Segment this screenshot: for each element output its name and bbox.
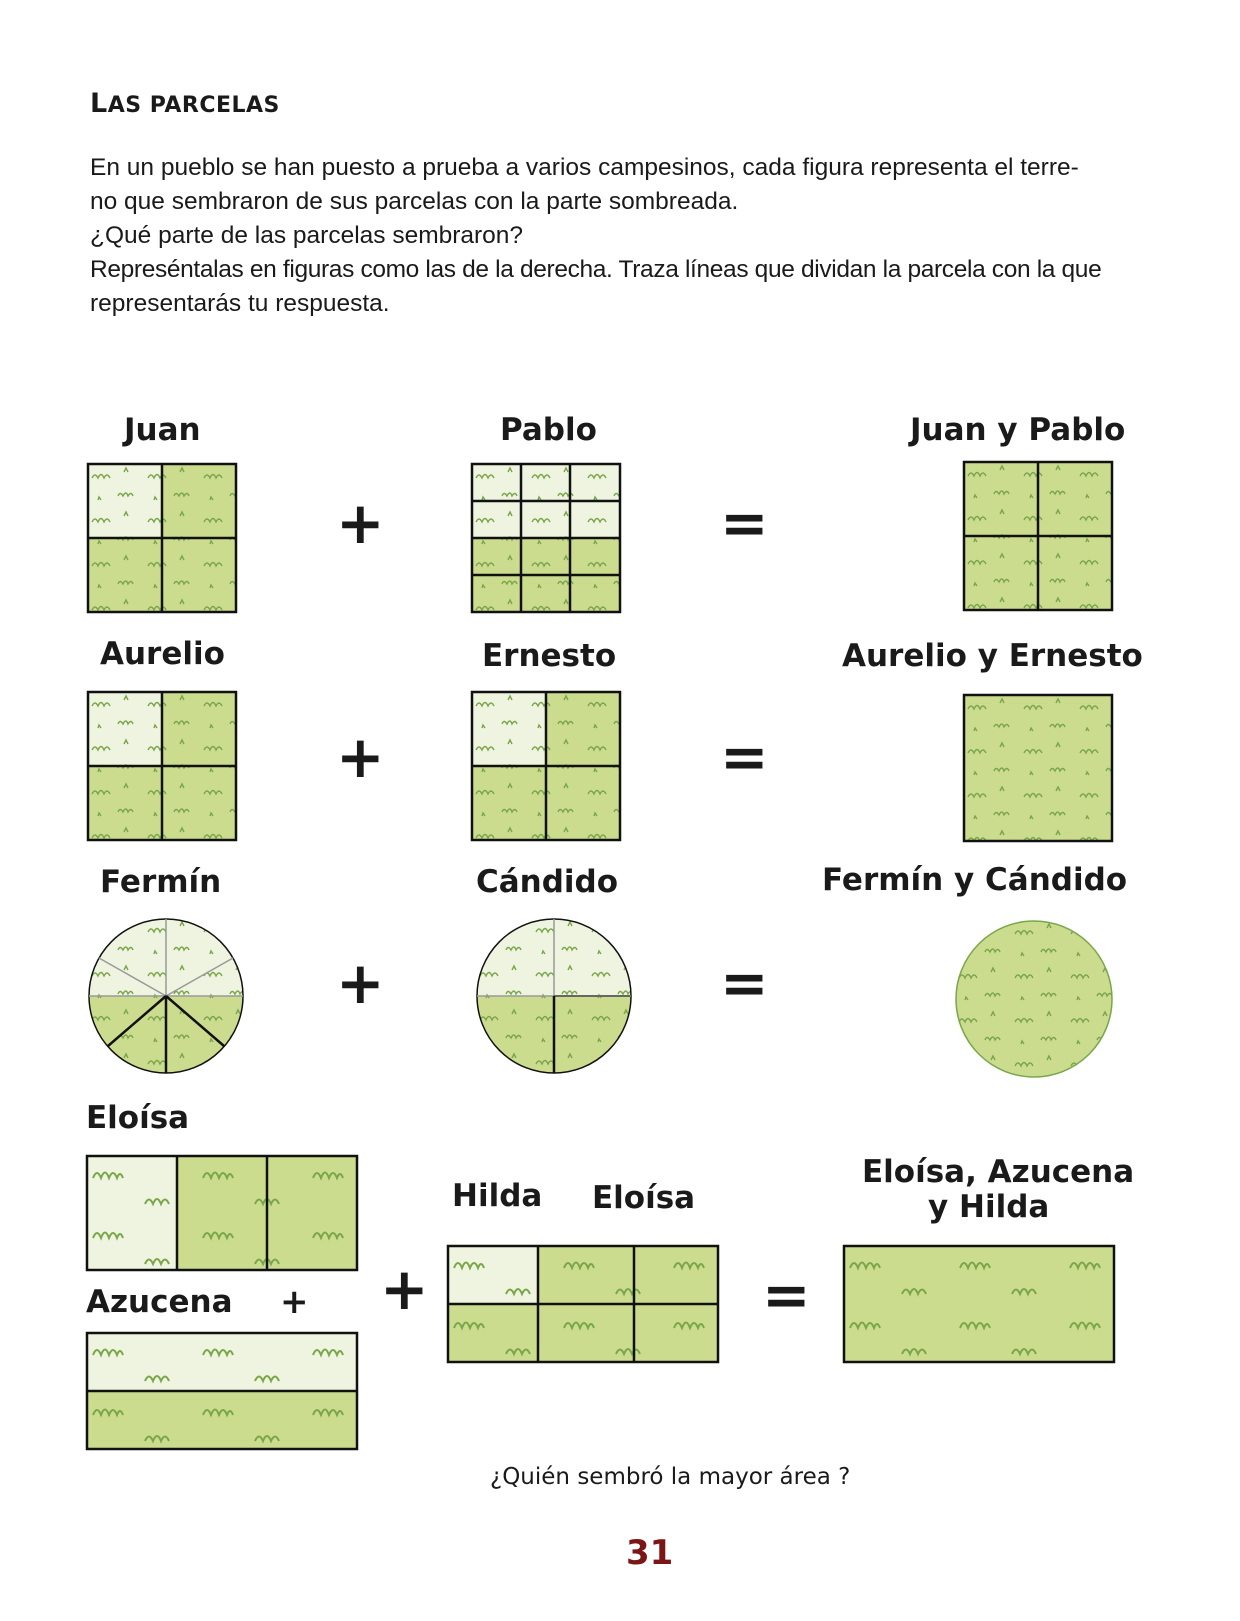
label-hilda: Hilda <box>452 1178 543 1214</box>
juan-y-pablo-plot <box>964 462 1112 610</box>
label-aurelio-y-ernesto: Aurelio y Ernesto <box>842 638 1143 674</box>
label-pablo: Pablo <box>500 412 597 448</box>
page-title: LAS PARCELAS <box>90 88 280 119</box>
plus-sign-3: + <box>336 949 385 1017</box>
page-number: 31 <box>626 1533 674 1573</box>
plus-sign-5: + <box>380 1255 429 1323</box>
candido-plot <box>476 918 632 1074</box>
label-result-line-1: Eloísa, Azucena <box>862 1154 1135 1190</box>
aurelio-plot <box>88 692 236 840</box>
question-text: ¿Quién sembró la mayor área ? <box>490 1464 851 1490</box>
label-juan: Juan <box>124 412 201 448</box>
plus-sign-1: + <box>336 489 385 557</box>
label-candido: Cándido <box>476 864 619 900</box>
title-text: AS PARCELAS <box>107 93 280 118</box>
intro-line-5: representarás tu respuesta. <box>90 290 390 317</box>
plus-sign-4: + <box>280 1282 309 1322</box>
fermin-plot <box>88 918 244 1074</box>
label-aurelio: Aurelio <box>100 636 225 672</box>
azucena-plot <box>87 1333 357 1449</box>
equals-sign-2: = <box>720 723 769 791</box>
hilda-plot <box>448 1246 718 1362</box>
label-ernesto: Ernesto <box>482 638 617 674</box>
equals-sign-3: = <box>720 949 769 1017</box>
intro-line-1: En un pueblo se han puesto a prueba a varios campesinos, cada figura representa el terre- <box>90 154 1079 181</box>
ernesto-plot <box>472 692 620 840</box>
label-fermin-y-candido: Fermín y Cándido <box>822 862 1128 898</box>
intro-line-3: ¿Qué parte de las parcelas sembraron? <box>90 222 524 249</box>
aurelio-y-ernesto-plot <box>964 695 1112 841</box>
label-eloisa: Eloísa <box>86 1100 190 1136</box>
intro-line-4: Represéntalas en figuras como las de la derecha. Traza líneas que dividan la parcela con la que <box>90 256 1102 283</box>
pablo-plot <box>472 464 620 612</box>
label-juan-y-pablo: Juan y Pablo <box>910 412 1126 448</box>
juan-plot <box>88 464 236 612</box>
equals-sign-4: = <box>762 1261 811 1329</box>
label-eloisa-2: Eloísa <box>592 1180 696 1216</box>
label-azucena: Azucena <box>86 1284 233 1320</box>
eloisa-azucena-hilda-plot <box>844 1246 1114 1362</box>
plus-sign-2: + <box>336 723 385 791</box>
equals-sign-1: = <box>720 489 769 557</box>
eloisa-plot <box>87 1156 357 1270</box>
label-result-line-2: y Hilda <box>928 1189 1050 1225</box>
intro-line-2: no que sembraron de sus parcelas con la parte sombreada. <box>90 188 739 215</box>
label-fermin: Fermín <box>100 864 222 900</box>
fermin-y-candido-plot <box>955 920 1113 1078</box>
